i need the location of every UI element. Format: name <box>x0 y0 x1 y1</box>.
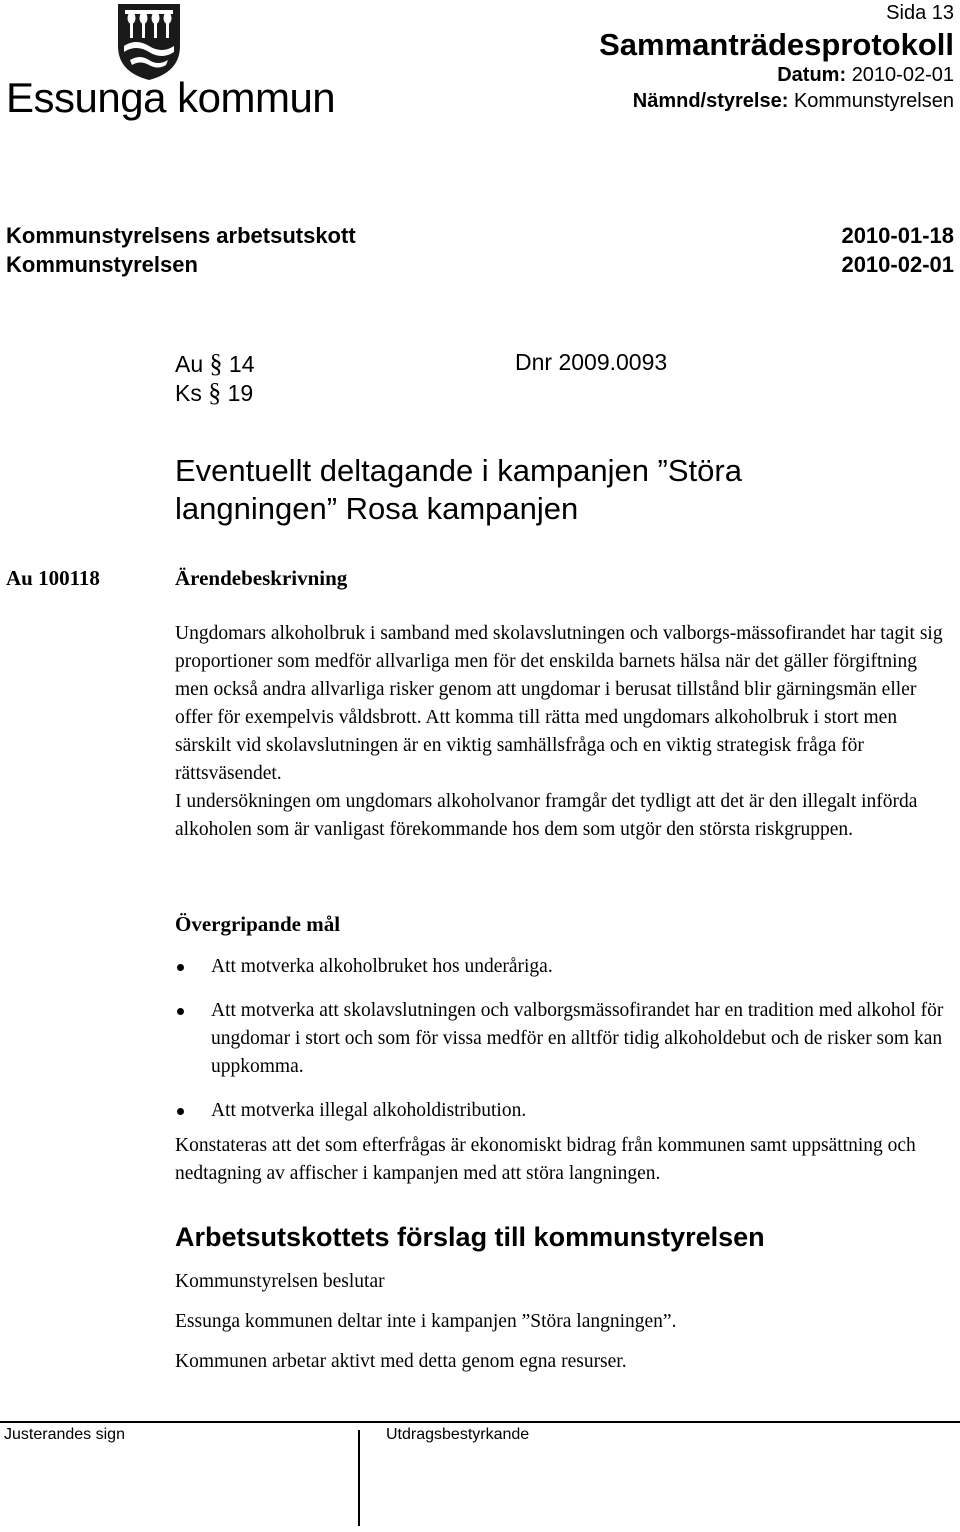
description-paragraph: Ungdomars alkoholbruk i samband med skolavslutningen och valborgs-mässofirandet har tagit sig proportioner som medför allvarliga men för det enskilda barnets hälsa när det gäller förgiftning men också andra allvarliga risker genom att ungdomar i berusat tillstånd blir gärningsmän eller offer för exempelvis våldsbrott. Att komma till rätta med ungdomars alkoholbruk i stort men särskilt vid skolavslutningen är en viktig samhällsfråga och en viktig strategisk fråga för rättsväsendet. <box>175 623 943 784</box>
date-line <box>777 64 954 87</box>
bullet-icon <box>177 1108 184 1115</box>
board-label: Nämnd/styrelse: <box>632 90 789 112</box>
conclusion: Konstateras att det som efterfrågas är ekonomiskt bidrag från kommunen samt uppsättning och nedtagning av affischer i kampanjen med att störa langningen. <box>175 1135 916 1184</box>
goals-heading: Övergripande mål <box>175 912 341 936</box>
meeting-name: Kommunstyrelsens arbetsutskott <box>6 223 356 248</box>
list-item <box>175 997 945 1081</box>
ks-prefix: Ks <box>175 380 202 406</box>
section-symbol: § <box>209 349 223 378</box>
coat-of-arms-icon <box>116 2 182 82</box>
description-paragraph: I undersökningen om ungdomars alkoholvanor framgår det tydligt att det är den illegalt införda alkoholen som är vanligast förekommande hos dem som utgör den största riskgruppen. <box>175 791 918 840</box>
footer-divider-line <box>0 1421 960 1423</box>
list-item <box>175 953 945 981</box>
au-number: 14 <box>228 351 255 377</box>
date-label: Datum: <box>777 64 847 86</box>
bullet-icon <box>177 964 184 971</box>
list-item <box>175 1097 945 1125</box>
description-heading: Ärendebeskrivning <box>175 566 348 590</box>
document-title: Sammanträdesprotokoll <box>599 27 954 62</box>
au-prefix: Au <box>175 351 204 377</box>
board-line <box>633 90 954 113</box>
proposal-heading: Arbetsutskottets förslag till kommunstyrelsen <box>175 1222 765 1252</box>
organization-name: Essunga kommun <box>6 74 336 121</box>
bullet-icon <box>177 1008 184 1015</box>
meeting-row <box>6 252 954 280</box>
meeting-row <box>6 223 954 251</box>
list-item-text: Att motverka illegal alkoholdistribution. <box>211 1100 527 1121</box>
section-symbol: § <box>208 378 222 407</box>
proposal-line: Essunga kommunen deltar inte i kampanjen ”Störa langningen”. <box>175 1311 677 1332</box>
meeting-name: Kommunstyrelsen <box>6 252 198 277</box>
extract-certification-label: Utdragsbestyrkande <box>386 1426 530 1443</box>
signature-label: Justerandes sign <box>4 1426 125 1443</box>
footer-column-divider <box>358 1430 360 1526</box>
description-body <box>175 620 945 844</box>
au-section-ref <box>175 349 255 379</box>
ks-number: 19 <box>227 380 254 406</box>
case-title: Eventuellt deltagande i kampanjen ”Störa langningen” Rosa kampanjen <box>175 453 742 526</box>
proposal-line: Kommunen arbetar aktivt med detta genom egna resurser. <box>175 1351 627 1372</box>
ks-section-ref <box>175 378 253 408</box>
goals-list <box>175 953 945 1125</box>
meeting-date: 2010-02-01 <box>841 252 954 277</box>
list-item-text: Att motverka att skolavslutningen och valborgsmässofirandet har en tradition med alkohol för ungdomar i stort och som för vissa medför en alltför tidig alkoholdebut och de risker som kan uppkomma. <box>211 1000 944 1077</box>
dnr: Dnr 2009.0093 <box>515 349 668 375</box>
board-value: Kommunstyrelsen <box>793 90 954 112</box>
date-value: 2010-02-01 <box>851 64 954 86</box>
au-date-ref: Au 100118 <box>6 566 100 590</box>
proposal-line: Kommunstyrelsen beslutar <box>175 1271 385 1292</box>
page-number: Sida 13 <box>886 2 954 24</box>
meeting-date: 2010-01-18 <box>841 223 954 248</box>
list-item-text: Att motverka alkoholbruket hos underåriga. <box>211 956 553 977</box>
